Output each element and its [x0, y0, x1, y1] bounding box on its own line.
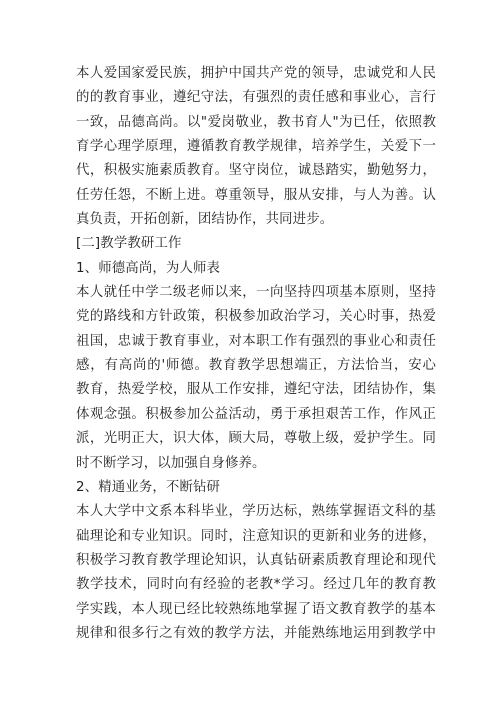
text-line: 时不断学习，以加强自身修养。: [76, 455, 266, 471]
text-line: 教学技术，同时向有经验的老教*学习。经过几年的教育教: [76, 577, 436, 593]
text-line: 育学心理学原理，遵循教育教学规律，培养学生，关爱下一: [76, 139, 436, 155]
text-line: 本人爱国家爱民族，拥护中国共产党的领导，忠诚党和人民: [76, 66, 436, 81]
text-line: 派，光明正大，识大体，顾大局，尊敬上级，爱护学生。同: [76, 431, 436, 447]
text-line: 本人大学中文系本科毕业，学历达标，熟练掌握语文科的基: [76, 504, 436, 520]
text-line: 感，有高尚的'师德。教育教学思想端正，方法恰当，安心: [76, 358, 436, 374]
text-line: [二]教学教研工作: [76, 236, 182, 252]
text-line: 本人就任中学二级老师以来，一向坚持四项基本原则，坚持: [76, 285, 436, 301]
text-line: 体观念强。积极参加公益活动，勇于承担艰苦工作，作风正: [76, 406, 436, 422]
text-line: 党的路线和方针政策，积极参加政治学习，关心时事，热爱: [76, 309, 436, 325]
text-line: 础理论和专业知识。同时，注意知识的更新和业务的进修，: [76, 528, 436, 544]
text-line: 2、精通业务，不断钻研: [76, 479, 221, 495]
text-line: 积极学习教育教学理论知识，认真钻研素质教育理论和现代: [76, 552, 436, 568]
document-body: [76, 62, 436, 646]
text-line: 学实践，本人现已经比较熟练地掌握了语文教育教学的基本: [76, 601, 436, 617]
text-line: 代，积极实施素质教育。坚守岗位，诚恳踏实，勤勉努力，: [76, 163, 436, 179]
text-line: 任劳任怨，不断上进。尊重领导，服从安排，与人为善。认: [76, 187, 436, 203]
text-line: 真负责，开拓创新，团结协作，共同进步。: [76, 212, 334, 228]
text-line: 1、师德高尚，为人师表: [76, 260, 221, 276]
text-line: 祖国，忠诚于教育事业，对本职工作有强烈的事业心和责任: [76, 333, 436, 349]
text-line: 规律和很多行之有效的教学方法，并能熟练地运用到教学中: [76, 625, 436, 641]
text-line: 的的教育事业，遵纪守法，有强烈的责任感和事业心，言行: [76, 90, 436, 106]
text-line: 教育，热爱学校，服从工作安排，遵纪守法，团结协作，集: [76, 382, 436, 398]
text-line: 一致，品德高尚。以"爱岗敬业，教书育人"为已任，依照教: [76, 114, 436, 130]
